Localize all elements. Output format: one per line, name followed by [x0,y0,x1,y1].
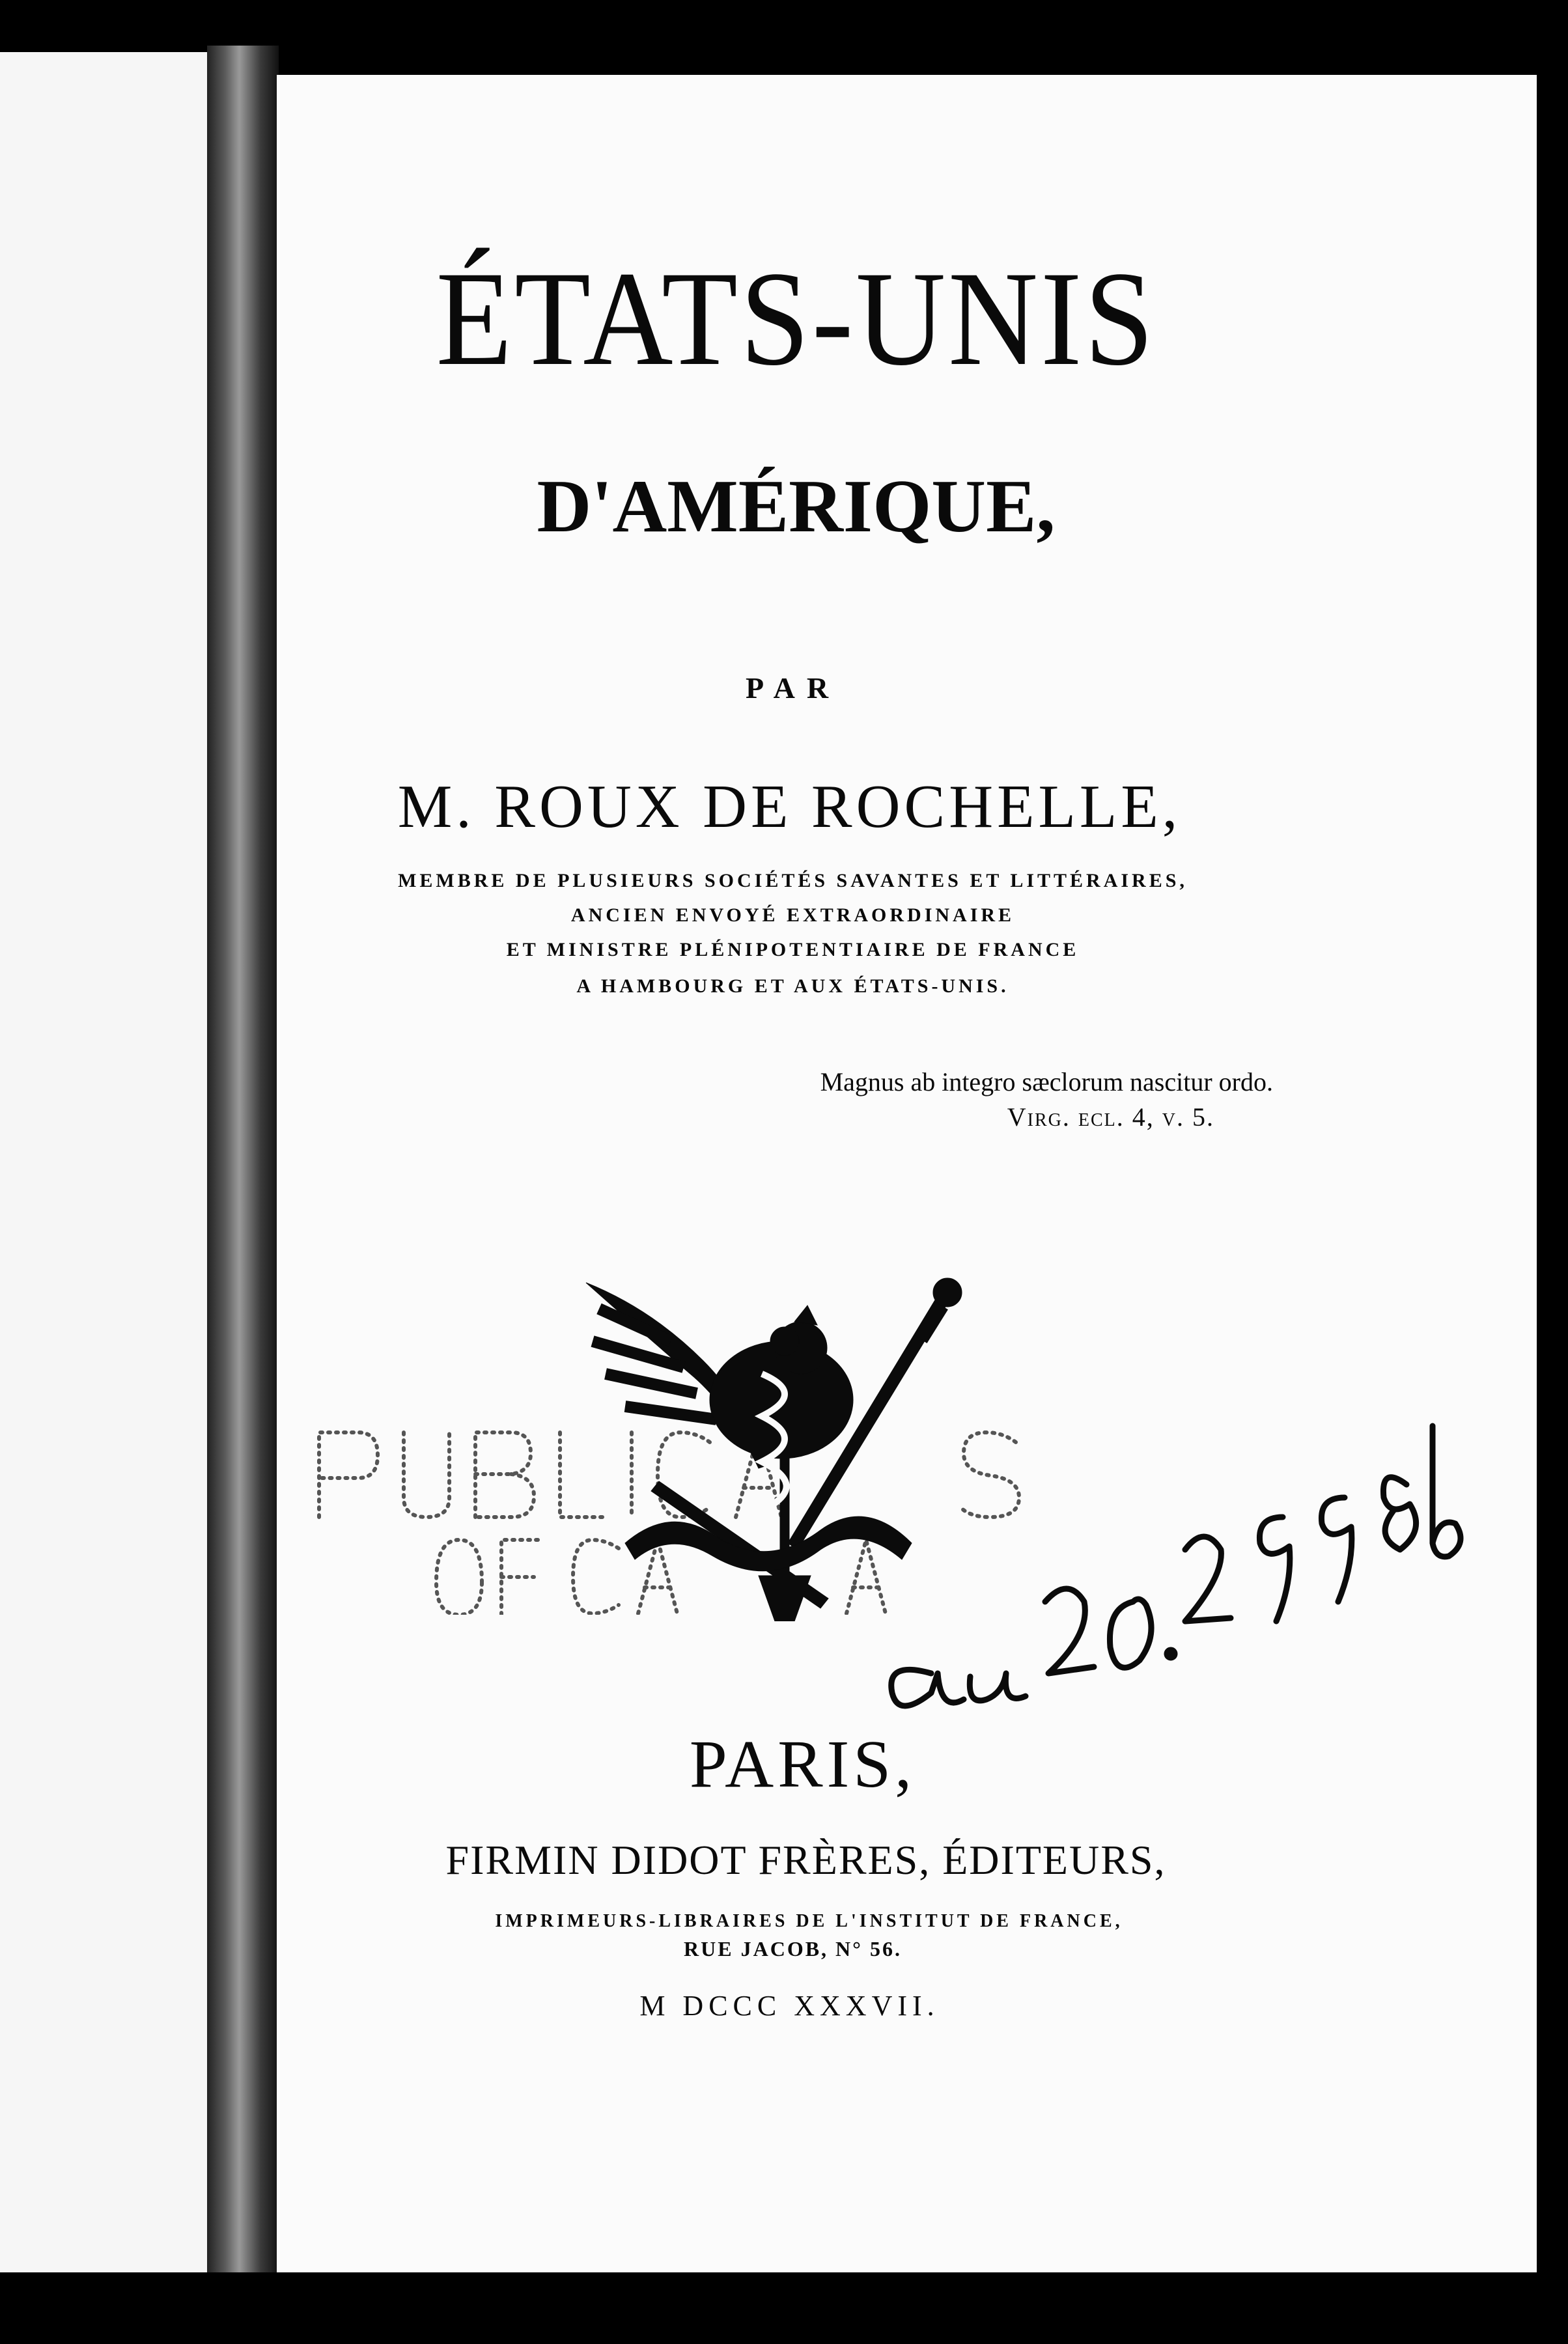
author-credential: MEMBRE DE PLUSIEURS SOCIÉTÉS SAVANTES ET LITTÉRAIRES, [398,870,1188,891]
author-credential: A HAMBOURG ET AUX ÉTATS-UNIS. [576,975,1009,997]
epigraph-source: Virg. ecl. 4, v. 5. [1007,1102,1214,1132]
author-credential: ET MINISTRE PLÉNIPOTENTIAIRE DE FRANCE [506,939,1080,960]
author-credential: ANCIEN ENVOYÉ EXTRAORDINAIRE [570,904,1015,926]
imprint-publisher: FIRMIN DIDOT FRÈRES, ÉDITEURS, [445,1837,1166,1883]
scan-right-border [1537,65,1568,2344]
book-subtitle: D'AMÉRIQUE, [537,465,1056,548]
imprint-address: RUE JACOB, N° 56. [684,1937,902,1960]
book-title: ÉTATS-UNIS [436,244,1156,393]
imprint-city: PARIS, [689,1727,916,1802]
imprint-printer: IMPRIMEURS-LIBRAIRES DE L'INSTITUT DE FRANCE, [495,1911,1123,1931]
byline-par: PAR [745,671,841,705]
handwritten-accession-number [860,1387,1472,1725]
epigraph-quote: Magnus ab integro sæclorum nascitur ordo. [820,1067,1273,1096]
epigraph [778,1065,1273,1135]
imprint-year: M DCCC XXXVII. [639,1990,940,2022]
scan-bottom-border [0,2272,1568,2344]
author-name: M. ROUX DE ROCHELLE, [397,773,1182,841]
